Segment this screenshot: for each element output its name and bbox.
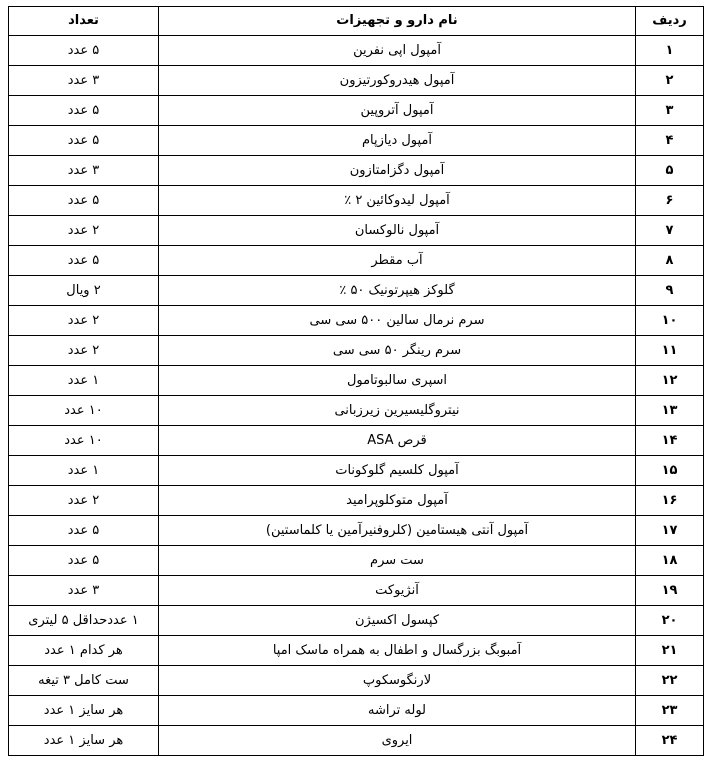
- row-index-cell: ۳: [636, 96, 704, 126]
- row-count-cell: هر سایز ۱ عدد: [9, 726, 159, 756]
- row-count-cell: ۲ عدد: [9, 486, 159, 516]
- row-name-cell: آمپول اپی نفرین: [159, 36, 636, 66]
- row-name-cell: آمپول دیازپام: [159, 126, 636, 156]
- row-index-cell: ۱۹: [636, 576, 704, 606]
- row-index-cell: ۵: [636, 156, 704, 186]
- table-row: [9, 336, 704, 366]
- table-row: [9, 456, 704, 486]
- row-index-cell: ۱۳: [636, 396, 704, 426]
- row-count-cell: ۵ عدد: [9, 246, 159, 276]
- row-name-cell: لوله تراشه: [159, 696, 636, 726]
- header-index: ردیف: [636, 7, 704, 36]
- row-count-cell: ۲ عدد: [9, 336, 159, 366]
- row-name-cell: گلوکز هیپرتونیک ۵۰ ٪: [159, 276, 636, 306]
- row-index-cell: ۶: [636, 186, 704, 216]
- table-header-row: [9, 7, 704, 36]
- row-name-cell: نیتروگلیسیرین زیرزبانی: [159, 396, 636, 426]
- row-name-cell: ست سرم: [159, 546, 636, 576]
- row-index-cell: ۸: [636, 246, 704, 276]
- row-name-cell: ایروی: [159, 726, 636, 756]
- row-index-cell: ۲: [636, 66, 704, 96]
- row-count-cell: ۱ عددحداقل ۵ لیتری: [9, 606, 159, 636]
- row-count-cell: ۵ عدد: [9, 126, 159, 156]
- row-name-cell: سرم نرمال سالین ۵۰۰ سی سی: [159, 306, 636, 336]
- row-count-cell: ۱۰ عدد: [9, 426, 159, 456]
- row-name-cell: آنژیوکت: [159, 576, 636, 606]
- row-index-cell: ۱۸: [636, 546, 704, 576]
- row-name-cell: آمپول آتروپین: [159, 96, 636, 126]
- row-index-cell: ۱۴: [636, 426, 704, 456]
- row-count-cell: ۵ عدد: [9, 36, 159, 66]
- table-row: [9, 606, 704, 636]
- table-row: [9, 396, 704, 426]
- table-row: [9, 246, 704, 276]
- row-index-cell: ۱: [636, 36, 704, 66]
- row-index-cell: ۱۱: [636, 336, 704, 366]
- table-row: [9, 366, 704, 396]
- row-index-cell: ۴: [636, 126, 704, 156]
- row-name-cell: آمپول هیدروکورتیزون: [159, 66, 636, 96]
- row-name-cell: آمپول آنتی هیستامین (کلروفنیرآمین یا کلماستین): [159, 516, 636, 546]
- table-row: [9, 516, 704, 546]
- row-count-cell: ۳ عدد: [9, 576, 159, 606]
- row-count-cell: ۵ عدد: [9, 516, 159, 546]
- row-count-cell: ۲ عدد: [9, 216, 159, 246]
- row-index-cell: ۱۲: [636, 366, 704, 396]
- row-count-cell: ۳ عدد: [9, 156, 159, 186]
- row-index-cell: ۲۰: [636, 606, 704, 636]
- table-row: [9, 726, 704, 756]
- row-name-cell: آمپول لیدوکائین ۲ ٪: [159, 186, 636, 216]
- row-count-cell: هر سایز ۱ عدد: [9, 696, 159, 726]
- row-index-cell: ۱۶: [636, 486, 704, 516]
- row-count-cell: ۲ عدد: [9, 306, 159, 336]
- equipment-table: [8, 6, 704, 756]
- table-row: [9, 306, 704, 336]
- table-row: [9, 96, 704, 126]
- row-index-cell: ۱۵: [636, 456, 704, 486]
- table-row: [9, 186, 704, 216]
- row-name-cell: آمپول کلسیم گلوکونات: [159, 456, 636, 486]
- row-name-cell: آمپول دگزامتازون: [159, 156, 636, 186]
- table-body: [9, 36, 704, 756]
- table-row: [9, 216, 704, 246]
- row-name-cell: آمپول متوکلوپرامید: [159, 486, 636, 516]
- row-index-cell: ۲۴: [636, 726, 704, 756]
- table-row: [9, 126, 704, 156]
- row-name-cell: کپسول اکسیژن: [159, 606, 636, 636]
- row-name-cell: قرص ASA: [159, 426, 636, 456]
- row-count-cell: ۳ عدد: [9, 66, 159, 96]
- row-count-cell: ۱۰ عدد: [9, 396, 159, 426]
- row-count-cell: هر کدام ۱ عدد: [9, 636, 159, 666]
- row-index-cell: ۷: [636, 216, 704, 246]
- table-row: [9, 696, 704, 726]
- row-count-cell: ۵ عدد: [9, 96, 159, 126]
- row-count-cell: ۵ عدد: [9, 186, 159, 216]
- table-row: [9, 666, 704, 696]
- row-index-cell: ۲۲: [636, 666, 704, 696]
- row-name-cell: آمپول نالوکسان: [159, 216, 636, 246]
- row-index-cell: ۲۱: [636, 636, 704, 666]
- row-count-cell: ۱ عدد: [9, 456, 159, 486]
- table-row: [9, 426, 704, 456]
- row-index-cell: ۲۳: [636, 696, 704, 726]
- header-name: نام دارو و تجهیزات: [159, 7, 636, 36]
- row-count-cell: ست کامل ۳ تیغه: [9, 666, 159, 696]
- row-index-cell: ۱۰: [636, 306, 704, 336]
- table-row: [9, 546, 704, 576]
- row-index-cell: ۱۷: [636, 516, 704, 546]
- row-name-cell: آمبوبگ بزرگسال و اطفال به همراه ماسک امپا: [159, 636, 636, 666]
- row-name-cell: آب مقطر: [159, 246, 636, 276]
- header-count: تعداد: [9, 7, 159, 36]
- row-count-cell: ۱ عدد: [9, 366, 159, 396]
- row-name-cell: سرم رینگر ۵۰ سی سی: [159, 336, 636, 366]
- row-name-cell: لارنگوسکوپ: [159, 666, 636, 696]
- table-row: [9, 276, 704, 306]
- table-row: [9, 156, 704, 186]
- table-row: [9, 486, 704, 516]
- row-index-cell: ۹: [636, 276, 704, 306]
- row-name-cell: اسپری سالبوتامول: [159, 366, 636, 396]
- table-row: [9, 36, 704, 66]
- row-count-cell: ۲ ویال: [9, 276, 159, 306]
- row-count-cell: ۵ عدد: [9, 546, 159, 576]
- table-row: [9, 636, 704, 666]
- table-row: [9, 576, 704, 606]
- table-row: [9, 66, 704, 96]
